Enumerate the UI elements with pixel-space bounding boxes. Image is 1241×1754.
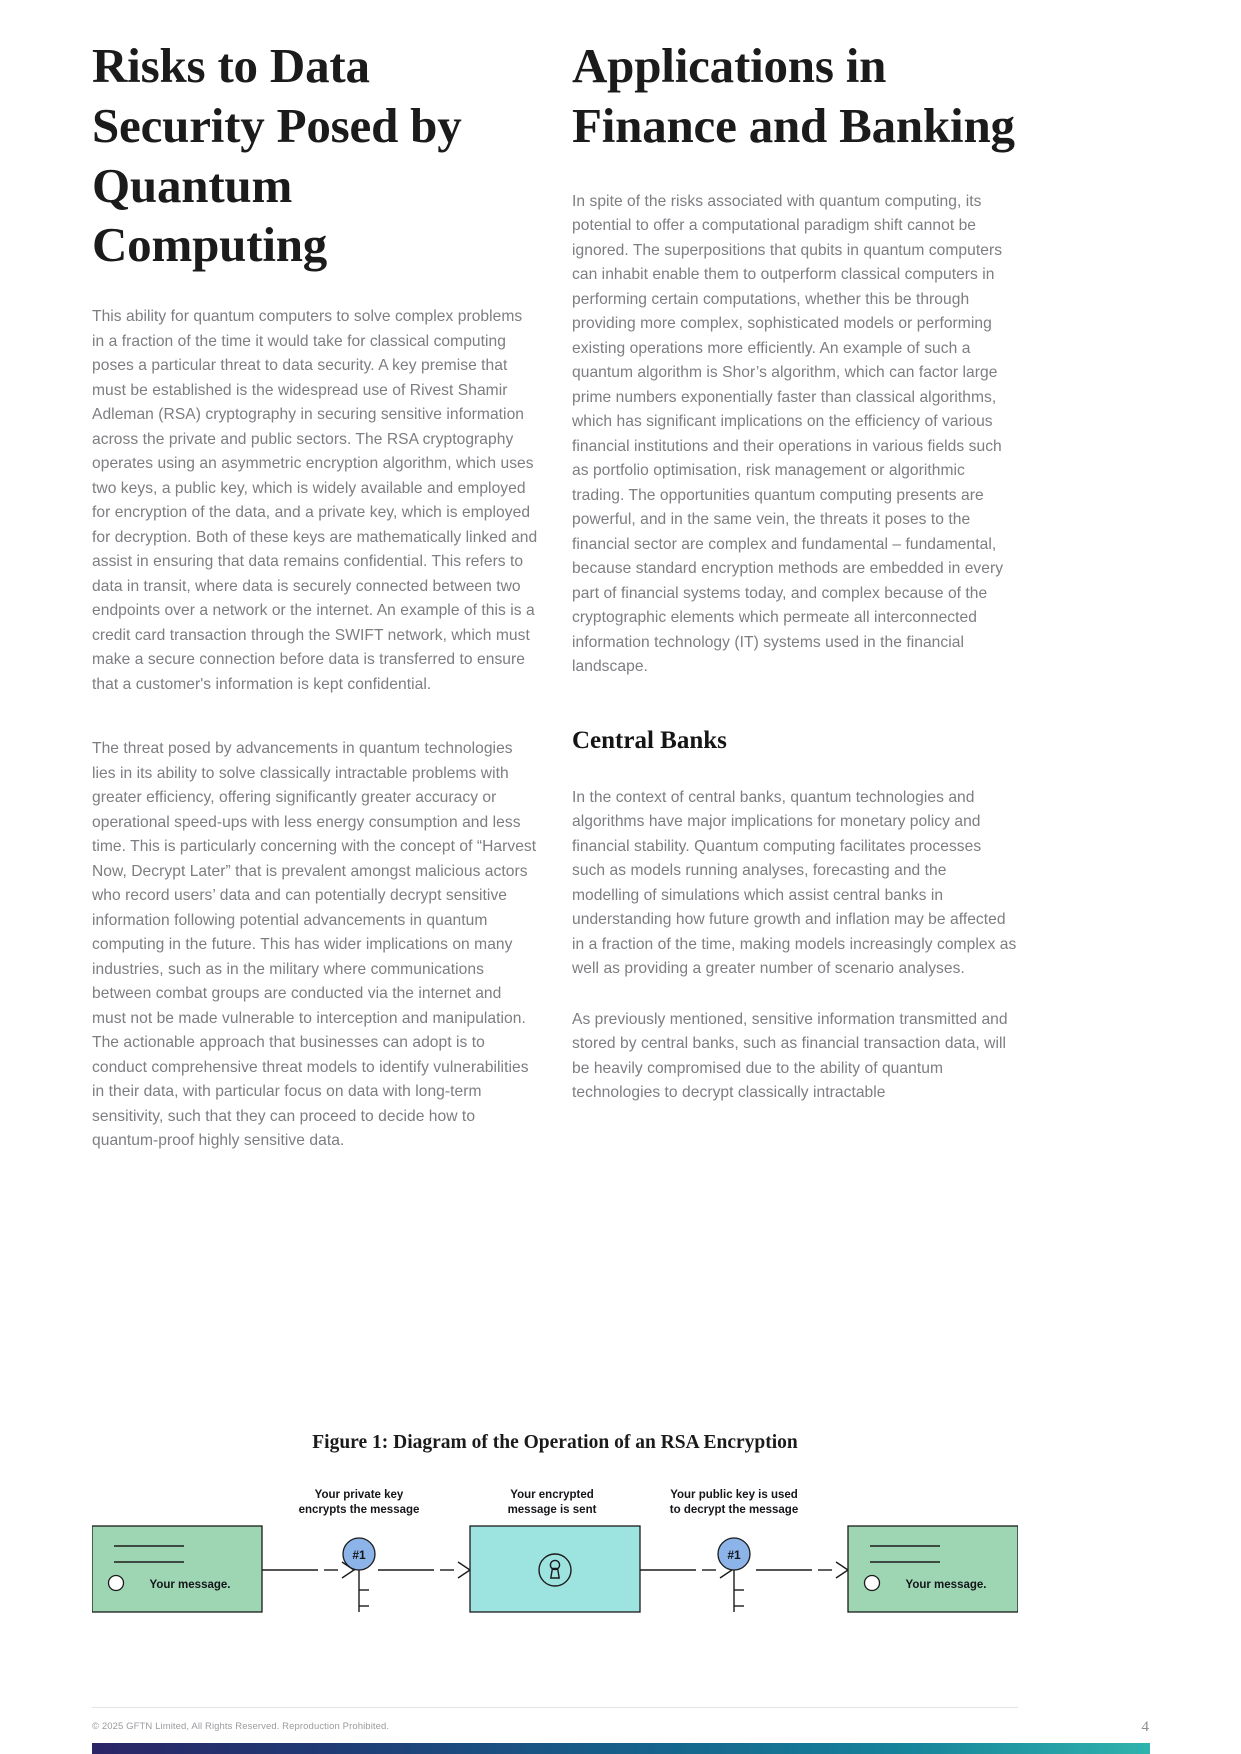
svg-text:Your message.: Your message. bbox=[905, 1579, 987, 1591]
left-paragraph-2: The threat posed by advancements in quantum technologies lies in its ability to solve classically intractable problems with greater efficiency, offering significantly greater accuracy or operational speed-ups with less energy consumption and less time. This is particularly concerning with the concept of “Harvest Now, Decrypt Later” that is prevalent amongst malicious actors who record users’ data and can potentially decrypt sensitive information following potential advancements in quantum computing in the future. This has wider implications on many industries, such as in the military where communications between combat groups are conducted via the internet and must not be made vulnerable to interception and manipulation. The actionable approach that businesses can adopt is to conduct comprehensive threat models to identify vulnerabilities in their data, with particular focus on data with long-term sensitivity, such that they can proceed to decide how to quantum-proof highly sensitive data. bbox=[92, 740, 537, 1150]
right-paragraph-3: As previously mentioned, sensitive information transmitted and stored by central banks, such as financial transaction data, will be heavily compromised due to the ability of quantum technologies to decrypt classically intractable bbox=[572, 1010, 1008, 1102]
label-public-key-line1: Your public key is used bbox=[670, 1489, 798, 1501]
right-section-title: Applications in Finance and Banking bbox=[572, 38, 1015, 153]
rsa-encryption-diagram bbox=[92, 1482, 1018, 1632]
right-paragraph-1: In spite of the risks associated with quantum computing, its potential to offer a computational paradigm shift cannot be ignored. The superpositions that qubits in quantum computers can inhabit enable them to outperform classical computers in performing certain computations, whether this be through providing more complex, sophisticated models or performing existing operations more efficiently. An example of such a quantum algorithm is Shor’s algorithm, which can factor large prime numbers exponentially faster than classical algorithms, which has significant implications on the efficiency of various financial institutions and their operations in various fields such as portfolio optimisation, risk management or algorithmic trading. The opportunities quantum computing presents are powerful, and in the same vein, the threats it poses to the financial sector are complex and fundamental – fundamental, because standard encryption methods are embedded in every part of financial systems today, and complex because of the cryptographic elements which permeate all interconnected information technology (IT) systems used in the financial landscape. bbox=[572, 192, 1004, 676]
footer-gradient-bar bbox=[92, 1743, 1150, 1754]
message-box-left bbox=[92, 1526, 262, 1612]
page-number: 4 bbox=[1141, 1719, 1149, 1735]
figure-caption: Figure 1: Diagram of the Operation of an RSA Encryption bbox=[312, 1432, 798, 1453]
label-public-key-line2: to decrypt the message bbox=[669, 1504, 799, 1516]
label-encrypted-line1: Your encrypted bbox=[510, 1489, 594, 1501]
svg-text:#1: #1 bbox=[727, 1548, 741, 1562]
message-box-right bbox=[848, 1526, 1018, 1612]
public-key-badge bbox=[718, 1538, 750, 1570]
footer-copyright: © 2025 GFTN Limited, All Rights Reserved. Reproduction Prohibited. bbox=[92, 1721, 390, 1732]
left-column bbox=[92, 36, 538, 1180]
footer-divider bbox=[92, 1707, 1018, 1708]
left-paragraph-1: This ability for quantum computers to solve complex problems in a fraction of the time it would take for classical computing poses a particular threat to data security. A key premise that must be established is the widespread use of Rivest Shamir Adleman (RSA) cryptography in securing sensitive information across the private and public sectors. The RSA cryptography operates using an asymmetric encryption algorithm, which uses two keys, a public key, which is widely available and employed for encryption of the data, and a private key, which is employed for decryption. Both of these keys are mathematically linked and assist in ensuring that data remains confidential. This refers to data in transit, where data is securely connected between two endpoints over a network or the internet. An example of this is a credit card transaction through the SWIFT network, which must make a secure connection before data is transferred to ensure that a customer's information is kept confidential. bbox=[92, 308, 538, 693]
svg-text:#1: #1 bbox=[352, 1548, 366, 1562]
right-column bbox=[572, 36, 1018, 1180]
label-private-key-line2: encrypts the message bbox=[298, 1504, 420, 1516]
svg-text:Your message.: Your message. bbox=[149, 1579, 231, 1591]
two-column-layout bbox=[92, 36, 1018, 1180]
left-section-title: Risks to Data Security Posed by Quantum Computing bbox=[92, 38, 462, 273]
figure-1 bbox=[92, 1432, 1018, 1632]
label-private-key-line1: Your private key bbox=[314, 1489, 404, 1501]
central-banks-subheading: Central Banks bbox=[572, 726, 727, 754]
label-encrypted-line2: message is sent bbox=[507, 1504, 597, 1516]
encrypted-message-box bbox=[470, 1526, 640, 1612]
right-paragraph-2: In the context of central banks, quantum technologies and algorithms have major implications for monetary policy and financial stability. Quantum computing facilitates processes such as models running analyses, forecasting and the modelling of simulations which assist central banks in understanding how future growth and inflation may be affected in a fraction of the time, making models increasingly complex as well as providing a greater number of scenario analyses. bbox=[572, 788, 1017, 978]
private-key-badge bbox=[343, 1538, 375, 1570]
